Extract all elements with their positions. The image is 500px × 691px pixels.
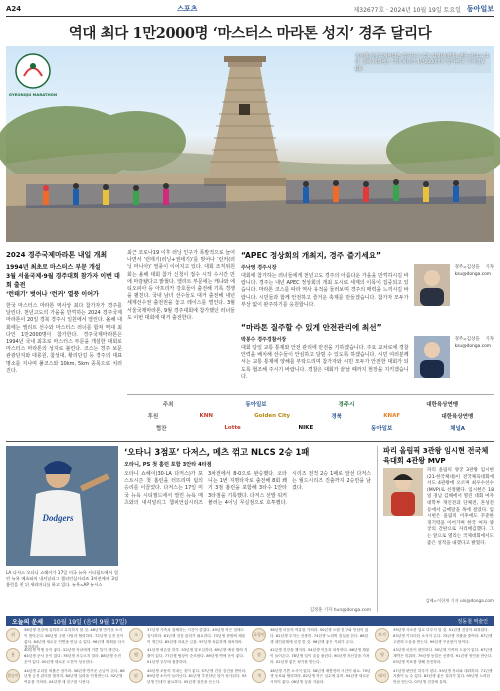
- archery-title: 파리 올림픽 3관왕 임시현 전국체육대회 4관왕 MVP: [383, 446, 489, 465]
- fortune-title: 오늘의 운세: [12, 618, 44, 626]
- fortune-text: 39년생 사소한 일로 다투지 말 것. 51년생 건강이 회복된다. 63년생 기다리던 소식이 온다. 75년생 지출을 줄여라. 87년생 주변의 도움을 받는다. 99년생 꾸준함이 답이다.: [393, 628, 493, 644]
- sponsor-item: NIKE: [298, 425, 314, 431]
- archery-author: 김해=이헌재 기자 uni@donga.com: [425, 598, 494, 603]
- issue-info: 제32677호 · 2024년 10월 19일 토요일: [353, 6, 461, 14]
- main-photo: [6, 46, 494, 242]
- fortune-cell: [375, 628, 494, 647]
- interview2-author: 경주=김상을 기자 ksu@donga.com: [454, 337, 494, 350]
- sponsor-item: KNAF: [383, 413, 401, 419]
- zodiac-icon: 닭: [129, 669, 143, 683]
- sponsor-row-1: [127, 398, 494, 410]
- main-sub3: ‘런태기’ 벗어나 ‘런커’ 열풍 이어가: [6, 291, 99, 298]
- sponsor-item: 대한육상연맹: [426, 402, 459, 408]
- fortune-cell: [375, 669, 494, 688]
- page-number: A24: [6, 5, 22, 13]
- sponsor-label: 후원: [147, 414, 159, 420]
- ohtani-sub: 오타니, PS 첫 홈런 포함 3안타 4타점: [124, 462, 212, 468]
- archery-story: [377, 446, 494, 612]
- photo-illustration: [6, 46, 494, 242]
- main-kicker: 2024 경주국제마라톤 내일 개최: [6, 251, 108, 259]
- fortune-text: 42년생 건강을 챙겨라. 54년생 이웃과 화목하다. 66년생 재물이 들어온다. 78년생 일이 술술 풀린다. 90년생 자신감을 가져라. 02년생 좋은 평가를 받는다.: [270, 648, 370, 664]
- fortune-text: 47년생 편안한 하루가 된다. 59년생 자녀와 대화하라. 71년생 지출이 늘 수 있다. 83년생 좋은 결과가 있다. 95년생 노력한 만큼 얻는다. 07년생 건강에 유의.: [393, 668, 493, 685]
- fortune-cell: [375, 648, 494, 667]
- section-name: 스포츠: [177, 5, 198, 13]
- fortune-text: 37년생 가족과 함께하는 시간이 즐겁다. 49년생 작은 일에도 감사하라. 61년생 건강 관리가 필요하다. 73년생 뜻밖의 재물이 생긴다. 85년생 과욕은 금물. 97년생 차분하게 대처하라.: [147, 628, 246, 644]
- fortune-text: 45년생 조용히 지내는 것이 좋다. 57년생 건강 검진을 받아라. 69년생 소득이 늘어난다. 81년생 추진하던 일이 성사된다. 93년생 인내가 필요하다. 05년생 칭찬을 듣는다.: [147, 668, 247, 685]
- fortune-text: 40년생 여행 운이 좋다. 52년생 자녀에게 기쁜 일이 생긴다. 64년생 문서 운이 있다. 76년생 서두르지 말라. 88년생 승진 운이 있다. 00년생 새로운 도전이 성공한다.: [24, 648, 122, 664]
- sponsor-item: Lotte: [224, 425, 241, 431]
- interview1-person: 주낙영 경주시장: [241, 265, 277, 271]
- cheomseongdae-tower: [204, 56, 286, 186]
- fortune-cell: [6, 628, 125, 650]
- interview-police: [241, 322, 494, 388]
- archery-photo: [383, 468, 423, 516]
- fortune-cell: [129, 669, 248, 688]
- svg-text:Dodgers: Dodgers: [42, 513, 74, 523]
- interview1-body: 대회에 참가하는 러너들에게 천년고도 경주의 아름다운 가을을 만끽하시길 바랍니다. 경주는 내년 APEC 정상회의 개최 도시로 세계의 이목이 집중되고 있습니다. 마라톤 코스를 따라 역사 유적을 둘러보며 경주의 매력을 느끼시길 바랍니다. 시민들과 함께 안전하고 즐거운 축제를 만들겠습니다. 참가자 모두가 부상 없이 완주하기를 응원합니다.: [241, 273, 409, 308]
- ohtani-body: 오타니 쇼헤이(30·LA 다저스)가 포스트시즌 첫 홈런을 터뜨리며 팀의 승리를 이끌었다. 다저스는 17일 미국 뉴욕 시티필드에서 열린 뉴욕 메츠와의 내셔널리그 챔피언십시리즈 3차전에서 8-0으로 완승했다. 오타니는 1번 지명타자로 출전해 8회 쐐기 3점 홈런을 포함해 3타수 1안타 3타점을 기록했다. 다저스 선발 워커 뷸러는 4이닝 무실점으로 호투했다. 시리즈 전적 2승 1패로 앞선 다저스는 월드시리즈 진출까지 2승만을 남겼다.: [124, 471, 371, 506]
- fortune-text: 38년생 마음의 여유를 가져라. 50년생 오랜 친구와 만남이 있다. 62년생 투자는 신중히. 74년생 노력의 결실을 본다. 86년생 대인관계에 신경 쓸 것. 98년생 좋은 기회가 온다.: [270, 628, 369, 644]
- header-right: [353, 4, 494, 14]
- interview1-author: 경주=김상을 기자 ksu@donga.com: [454, 265, 494, 278]
- fortune-text: 41년생 평온한 하루. 53년생 말조심하라. 65년생 예상 밖의 지출이 있다. 77년생 협상이 순조롭다. 89년생 연애 운이 좋다. 01년생 공부에 집중하라.: [147, 648, 248, 664]
- fortune-text: 46년생 기쁜 소식이 있다. 58년생 재충전의 시간이 필요. 70년생 동료와 협력하라. 82년생 작은 실수에 유의. 94년생 새로운 시작이 좋다. 06년생 꿈을 키워라.: [270, 668, 371, 685]
- page-header: [6, 4, 494, 14]
- interview1-title: “APEC 정상회의 개최지, 경주 즐기세요”: [241, 251, 382, 260]
- main-body-cont: 최근 코로나19 이후 러닝 인구가 폭발적으로 늘어나면서 ‘런태기(러닝+권태기)’를 벗어나 ‘런커(러닝 마니아)’ 열풍이 이어지고 있다. 대회 조직위원회는 올해 대회 참가 신청이 접수 시작 수시간 만에 마감됐다고 밝혔다. 엘리트 부문에는 케냐와 에티오피아 등 아프리카 강호들이 출전해 기록 경쟁을 펼친다. 국내 남녀 선수들도 대거 출전해 내년 세계선수권 출전권을 놓고 레이스를 벌인다. 3월 서울국제마라톤, 9월 경주대회에 참가했던 러너들도 이번 대회에 대거 출전한다.: [127, 250, 235, 321]
- marathon-logo-text: GYEONGJU MARATHON: [8, 92, 58, 97]
- zodiac-icon: 소: [129, 628, 143, 642]
- fortune-cell: [6, 648, 125, 667]
- zodiac-icon: 쥐: [6, 628, 20, 642]
- zodiac-icon: 뱀: [129, 648, 143, 662]
- fortune-cell: [252, 648, 371, 667]
- sponsor-label: 협찬: [155, 426, 167, 432]
- fortune-date: 10월 19일 (음력 9월 17일): [53, 618, 127, 626]
- interview2-title: “마라톤 질주할 수 있게 안전관리에 최선”: [241, 323, 382, 332]
- zodiac-icon: 돼지: [375, 669, 389, 683]
- sponsor-item: 동아일보: [245, 402, 267, 408]
- zodiac-icon: 개: [252, 669, 266, 683]
- marathon-logo: [14, 52, 52, 90]
- zodiac-icon: 토끼: [375, 628, 389, 642]
- sponsor-item: 채널A: [450, 426, 466, 432]
- section-rule: [6, 441, 494, 442]
- main-story: [6, 250, 122, 425]
- fortune-header: [6, 616, 494, 626]
- interview2-person: 박봉수 경주경찰서장: [241, 337, 287, 343]
- main-sub1: 1994년 최초로 마스터스 부문 개설: [6, 264, 101, 271]
- sponsor-row-3: [127, 422, 494, 434]
- interview-apec: [241, 250, 494, 315]
- sponsor-item: 대한육상연맹: [441, 414, 474, 420]
- sponsor-row-2: [127, 410, 494, 422]
- sponsor-item: Golden City: [254, 413, 291, 419]
- ohtani-caption: LA 다저스 오타니 쇼헤이가 17일 미국 뉴욕 시티필드에서 열린 뉴욕 메츠와의 내셔널리그 챔피언십시리즈 3차전에서 3점 홈런을 친 뒤 세리머니를 하고 있다. 뉴욕=AP 뉴시스: [6, 570, 118, 587]
- zodiac-icon: 말: [252, 648, 266, 662]
- zodiac-icon: 원숭이: [6, 669, 20, 683]
- interview2-body: 대회 당일 교통 통제와 안전 관리에 만전을 기하겠습니다. 주요 교차로에 경찰 인력을 배치해 선수들이 안심하고 달릴 수 있도록 하겠습니다. 시민 여러분께서는 교통 통제에 양해를 부탁드리며 참가자와 시민 모두가 안전한 대회가 되도록 협조해 주시기 바랍니다. 경찰은 대회가 끝날 때까지 현장을 지키겠습니다.: [241, 345, 409, 380]
- photo-caption: 지난해 경주국제마라톤 참가자가 국보 첨성대(왼쪽) 옆을 달리고 있다. 올해 대회에는 역대 최다인 1만2000명이 참가한다. 동아일보DB: [355, 54, 491, 73]
- paper-logo: 동아일보: [466, 5, 494, 13]
- interview1-portrait: [414, 264, 450, 306]
- sponsor-item: 동아일보: [371, 426, 393, 432]
- sponsor-label: 주최: [162, 402, 174, 408]
- sponsor-item: KNN: [199, 413, 213, 419]
- sponsor-block: [127, 394, 494, 436]
- fortune-cell: [129, 628, 248, 647]
- fortune-cell: [252, 628, 371, 647]
- archery-body: 파리 올림픽 양궁 3관왕 임시현(21·한국체대)이 전국체육대회에서도 4관왕에 오르며 최우수선수(MVP)로 선정됐다. 임시현은 18일 경남 김해에서 열린 대회 여자 대학부 개인전과 단체전, 혼성전 등에서 금메달을 목에 걸었다. 임시현은 올림픽 이후에도 꾸준한 경기력을 이어가며 한국 여자 양궁의 간판으로 자리매김했다. 그는 앞으로 열리는 국제대회에서도 좋은 성적을 내겠다고 밝혔다.: [427, 468, 494, 546]
- sponsor-item: 경주시: [338, 402, 355, 408]
- fortune-text: 43년생 마음이 편안하다. 55년생 가족의 도움이 있다. 67년생 계약은 미뤄라. 79년생 동업은 신중히. 91년생 귀인을 만난다. 03년생 목표를 향해 전진하라.: [393, 648, 493, 664]
- zodiac-icon: 양: [375, 648, 389, 662]
- fortune-text: 44년생 무리한 외출은 삼가라. 56년생 반가운 손님이 온다. 68년생 금전 관리를 철저히. 80년생 실력을 인정받는다. 92년생 여유를 가져라. 04년생 새 친구를 사귄다.: [24, 668, 125, 685]
- sponsor-item: 경북: [331, 414, 342, 420]
- interview2-portrait: [414, 336, 450, 378]
- ohtani-author: 김정훈 기자 hun@donga.com: [309, 608, 371, 613]
- fortune-grid: [6, 628, 494, 688]
- fortune-cell: [129, 648, 248, 667]
- zodiac-icon: 호랑이: [252, 628, 266, 642]
- main-sub2: 3월 서울국제·9월 경주대회 참가자 이번 대회 출전: [6, 273, 120, 289]
- fortune-cell: [6, 669, 125, 688]
- fortune-text: 36년생 건강에 유의하고 무리하지 말 것. 48년생 반가운 소식이 찾아온다. 60년생 주변 사람과 협력하라. 72년생 금전 운이 좋다. 84년생 새로운 인연을 만날 수 있다. 96년생 계획을 다시 점검하라.: [24, 628, 125, 650]
- ohtani-photo: [6, 446, 118, 566]
- page-headline: 역대 최다 1만2000명 ‘마스터스 마라톤 성지’ 경주 달리다: [68, 25, 432, 42]
- zodiac-icon: 용: [6, 648, 20, 662]
- ohtani-title: ‘오타니 3점포’ 다저스, 메츠 꺾고 NLCS 2승 1패: [124, 447, 310, 457]
- main-body: 한국 마스터스 마라톤 역사상 최다 참가자가 경주를 달린다. 천년고도의 가을을 만끽하는 2024 경주국제마라톤이 20일 경북 경주시 일원에서 열린다. 올해 대회에는 엘리트 선수와 마스터스 러너를 합쳐 역대 최다인 1만2000명이 참가한다. 경주국제마라톤은 1994년 국내 최초로 마스터스 부문을 개설한 대회로 마스터스 마라톤의 성지로 불린다. 코스는 경주 보문관광단지와 대릉원, 첨성대, 황리단길 등 경주의 대표 명소를 지나며 풀코스와 10km, 5km 종목으로 치러진다.: [6, 303, 122, 374]
- fortune-source: 정동철 역술인: [457, 618, 488, 625]
- header-rule: [6, 16, 494, 17]
- fortune-cell: [252, 669, 371, 688]
- ohtani-story: [124, 446, 371, 613]
